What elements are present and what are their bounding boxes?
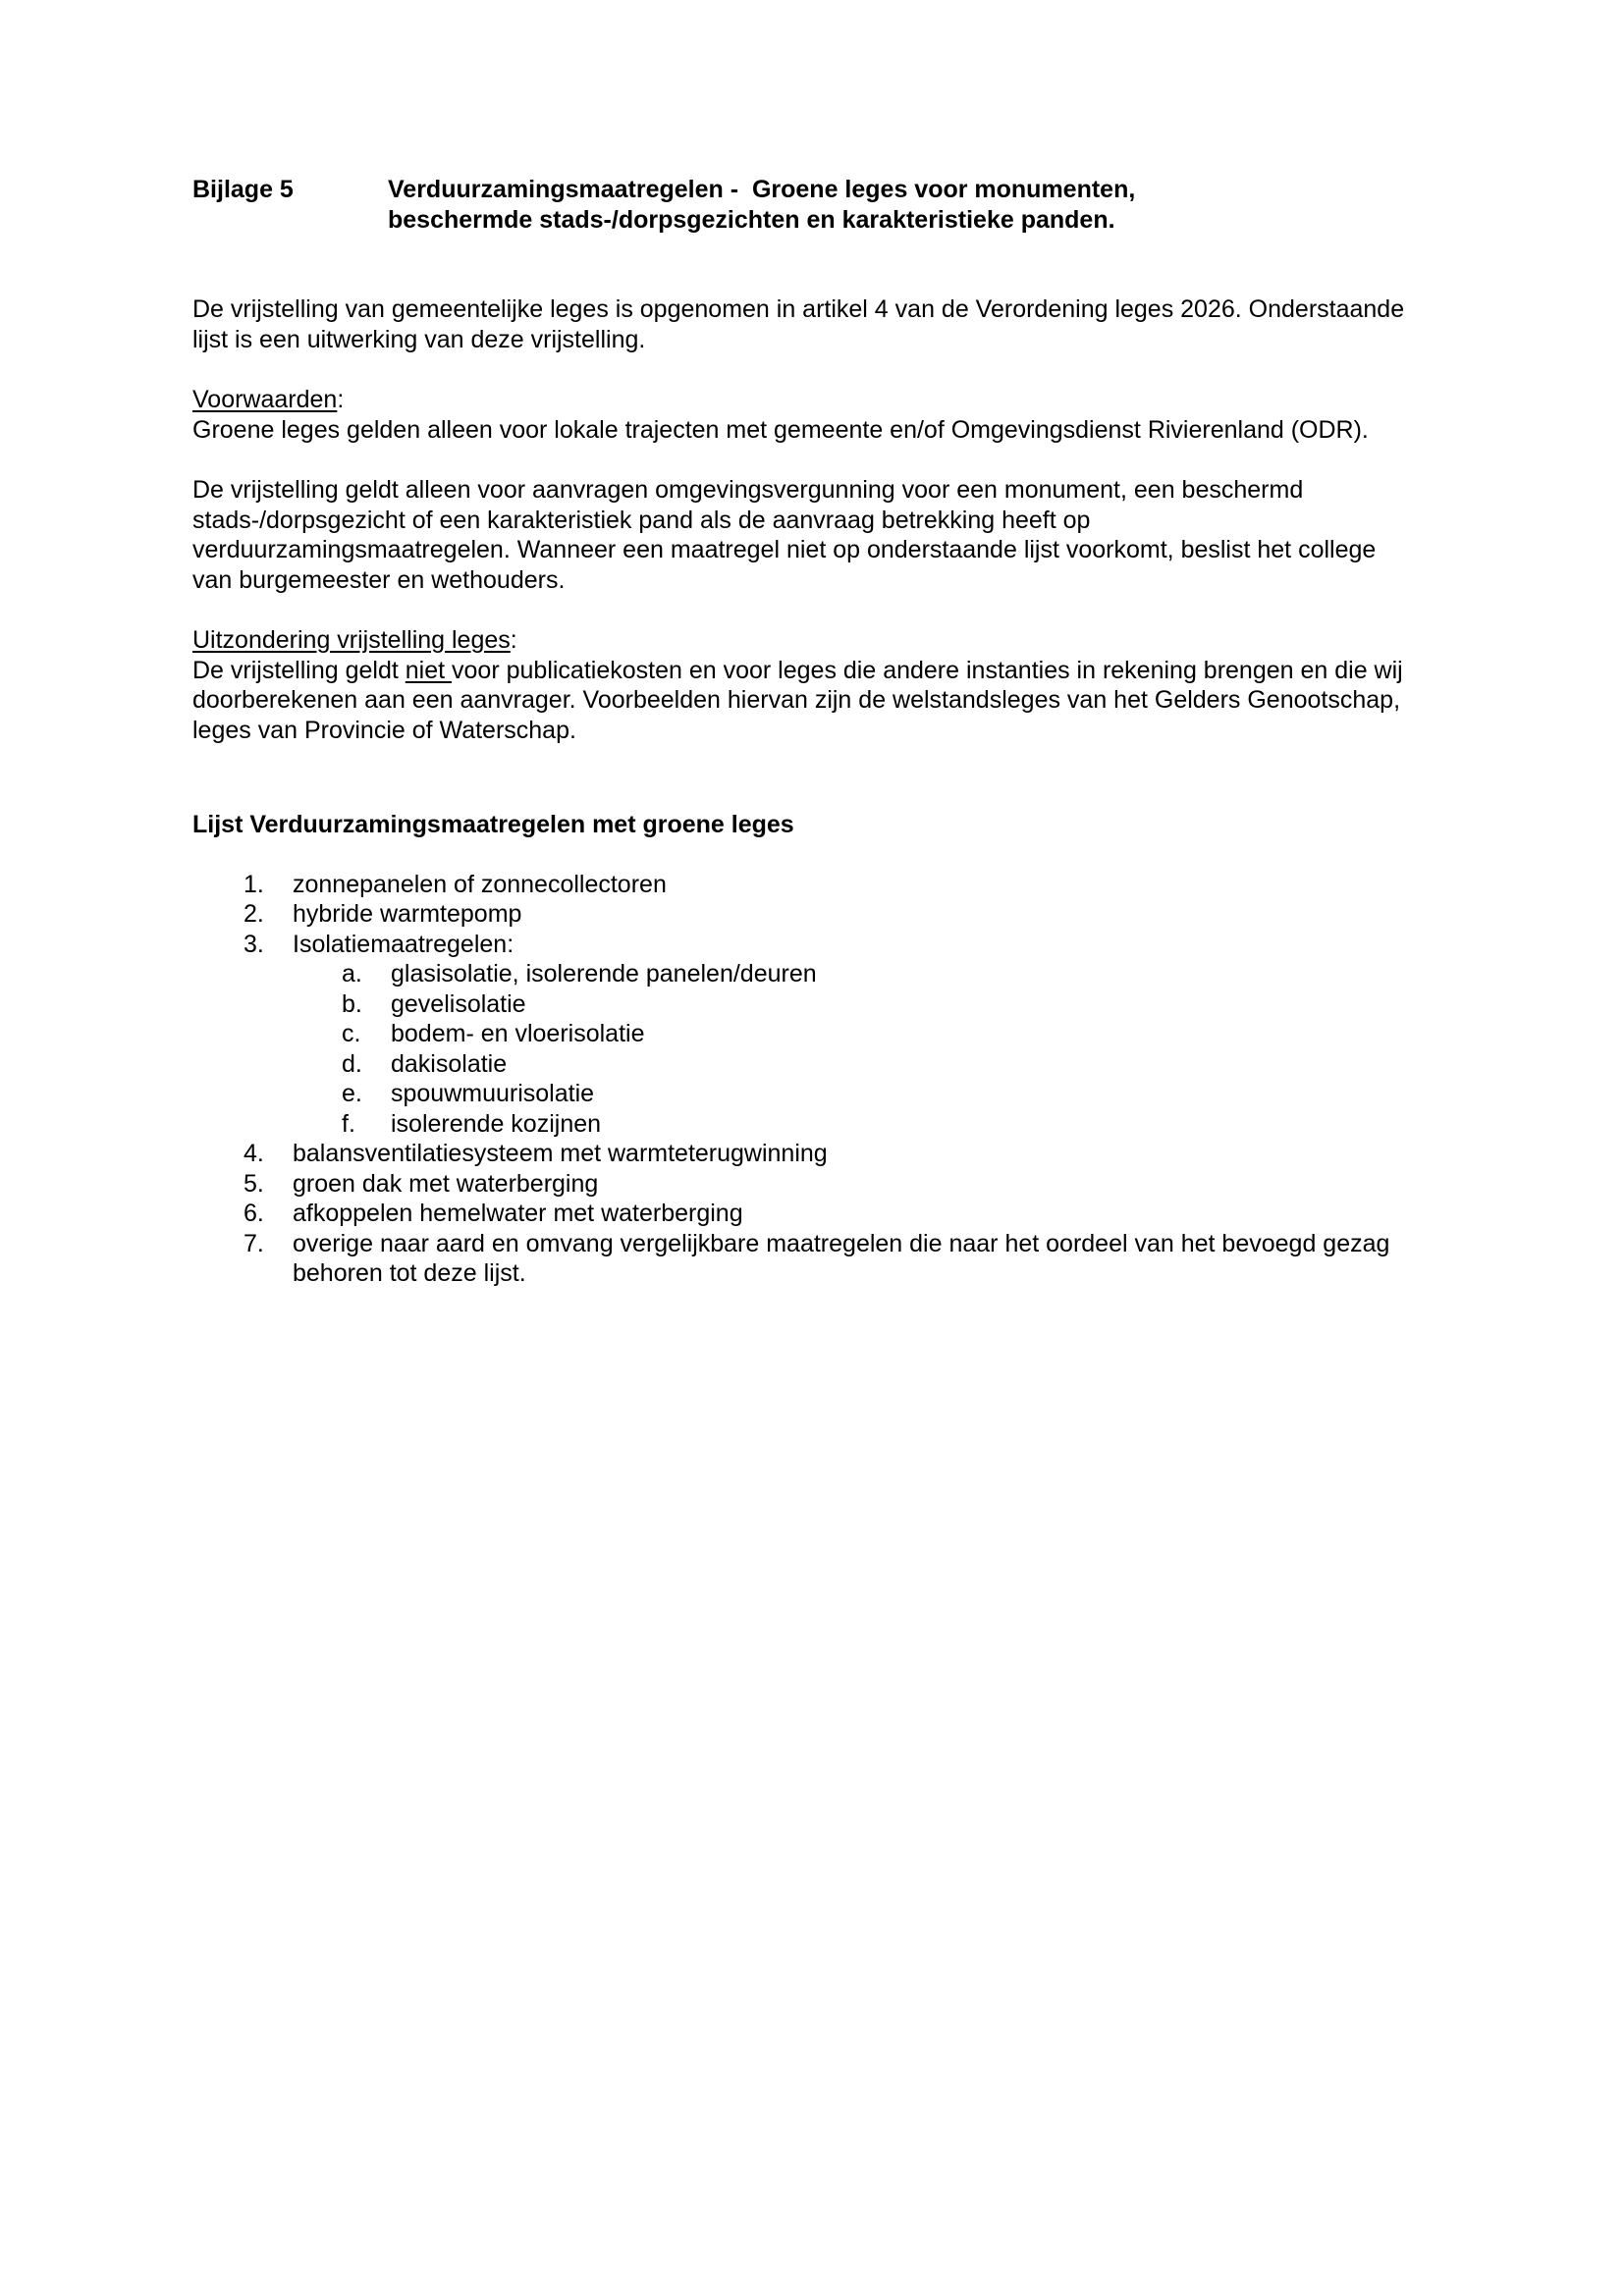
list-item-label: zonnepanelen of zonnecollectoren — [293, 870, 667, 898]
list-item — [293, 1079, 1412, 1109]
conditions-heading-text: Voorwaarden — [192, 386, 338, 413]
sub-measures-list — [293, 959, 1412, 1139]
spacer — [192, 354, 1412, 385]
sub-list-item-label: bodem- en vloerisolatie — [391, 1020, 645, 1047]
sub-list-item-marker: c. — [342, 1020, 361, 1047]
list-item-marker: 2. — [244, 900, 264, 928]
conditions-heading-colon: : — [337, 386, 345, 413]
sub-list-item-marker: e. — [342, 1080, 362, 1107]
heading-title-line-2: beschermde stads-/dorpsgezichten en karakteristieke panden. — [388, 206, 1115, 234]
exception-body — [192, 656, 1412, 746]
list-item-label: overige naar aard en omvang vergelijkbare maatregelen die naar het oordeel van het bevoegd gezag behoren tot deze lijst. — [293, 1229, 1390, 1287]
list-item-marker: 5. — [244, 1169, 264, 1198]
list-item — [293, 1049, 1412, 1080]
sub-list-item-marker: b. — [342, 989, 362, 1018]
list-item-label: balansventilatiesysteem met warmteterugwinning — [293, 1140, 828, 1167]
list-item — [192, 1199, 1412, 1229]
list-item — [192, 899, 1412, 930]
sub-list-item-label: isolerende kozijnen — [391, 1109, 602, 1138]
list-item-label: groen dak met waterberging — [293, 1169, 599, 1198]
list-item-marker: 1. — [244, 870, 264, 898]
document-heading — [192, 175, 1412, 236]
list-item — [192, 930, 1412, 1140]
heading-label: Bijlage 5 — [192, 176, 294, 203]
list-item-marker: 3. — [244, 930, 264, 958]
list-item — [293, 1109, 1412, 1140]
exception-body-before: De vrijstelling geldt — [192, 656, 406, 684]
exception-heading — [192, 625, 1412, 656]
list-item — [192, 870, 1412, 900]
intro-paragraph: De vrijstelling van gemeentelijke leges is opgenomen in artikel 4 van de Verordening leges 2026. Onderstaande lijst is een uitwerking van deze vrijstelling. — [192, 295, 1405, 353]
list-item-label: afkoppelen hemelwater met waterberging — [293, 1200, 743, 1227]
spacer — [192, 745, 1412, 810]
sub-list-item-marker: d. — [342, 1049, 362, 1078]
conditions-body: Groene leges gelden alleen voor lokale trajecten met gemeente en/of Omgevingsdienst Rivierenland (ODR). — [192, 415, 1369, 444]
list-item — [192, 1139, 1412, 1169]
heading-title — [388, 175, 1412, 236]
sub-list-item-marker: a. — [342, 960, 362, 988]
list-item — [293, 1019, 1412, 1049]
exception-heading-colon: : — [510, 626, 517, 654]
list-item — [293, 989, 1412, 1020]
measures-list-heading: Lijst Verduurzamingsmaatregelen met groene leges — [192, 811, 794, 838]
sub-list-item-label: spouwmuurisolatie — [391, 1080, 595, 1107]
spacer — [192, 840, 1412, 870]
list-item-marker: 4. — [244, 1140, 264, 1167]
list-item — [293, 959, 1412, 989]
measures-list — [192, 870, 1412, 1289]
sub-list-item-label: dakisolatie — [391, 1049, 508, 1078]
spacer — [192, 445, 1412, 475]
sub-list-item-label: glasisolatie, isolerende panelen/deuren — [391, 960, 817, 988]
spacer — [192, 236, 1412, 294]
sub-list-item-label: gevelisolatie — [391, 989, 526, 1018]
list-item-group — [293, 930, 1412, 1140]
exception-body-emphasis: niet — [405, 656, 453, 684]
document-body — [192, 175, 1412, 1289]
list-item — [192, 1169, 1412, 1200]
list-item-marker: 6. — [244, 1200, 264, 1227]
list-item-label: Isolatiemaatregelen: — [293, 930, 514, 958]
list-item-label: hybride warmtepomp — [293, 900, 522, 928]
sub-list-item-marker: f. — [342, 1109, 355, 1138]
list-item-marker: 7. — [244, 1229, 264, 1257]
exception-body-after: voor publicatiekosten en voor leges die andere instanties in rekening brengen en die wij doorberekenen aan een aanvrager. Voorbeelden hiervan zijn de welstandsleges van het Gelders Genootschap, leges van Provincie of Waterschap. — [192, 656, 1403, 744]
heading-title-line-1: Verduurzamingsmaatregelen - Groene leges voor monumenten, — [388, 176, 1136, 203]
spacer — [192, 595, 1412, 625]
list-item — [192, 1229, 1412, 1289]
exception-heading-text: Uitzondering vrijstelling leges — [192, 626, 511, 654]
scope-paragraph: De vrijstelling geldt alleen voor aanvragen omgevingsvergunning voor een monument, een beschermd stads-/dorpsgezicht of een karakteristiek pand als de aanvraag betrekking heeft op verduurzamingsmaatregelen. Wanneer een maatregel niet op onderstaande lijst voorkomt, beslist het college van burgemeester en wethouders. — [192, 476, 1377, 594]
conditions-heading — [192, 385, 1412, 415]
